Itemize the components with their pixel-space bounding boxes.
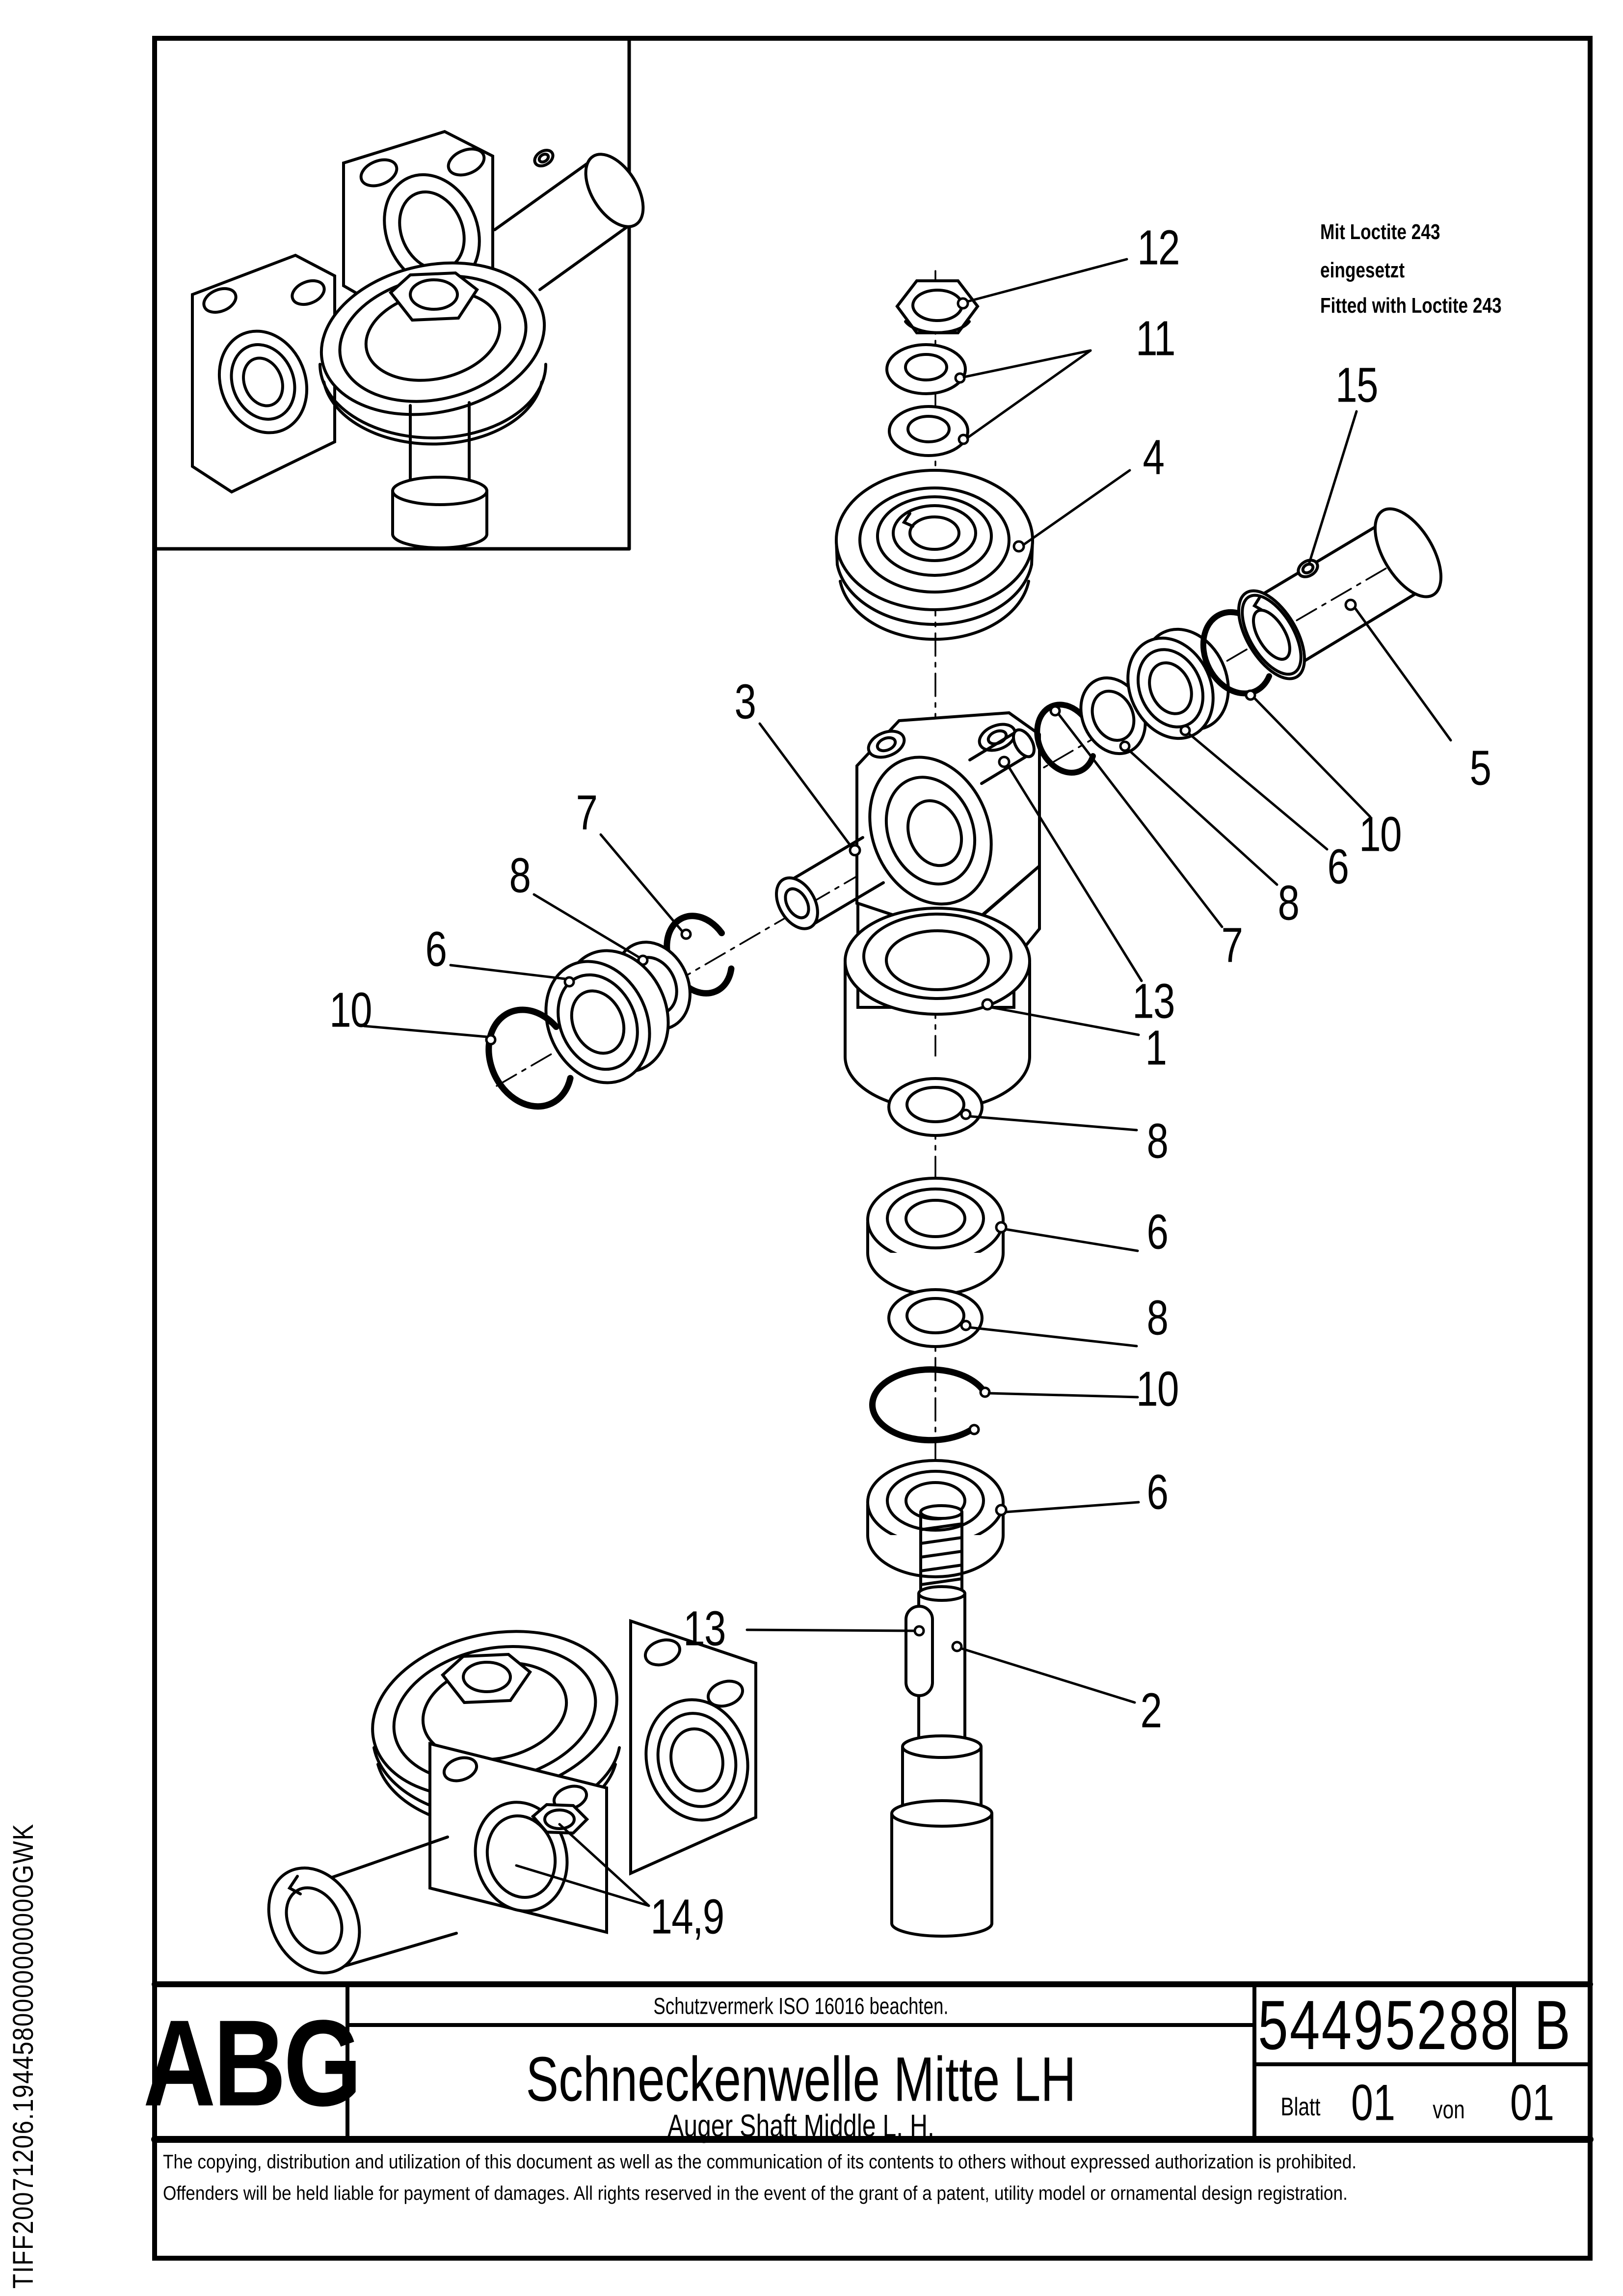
assembled-view-top bbox=[192, 132, 655, 548]
callout-label: 4 bbox=[1143, 430, 1164, 485]
loctite-note bbox=[1320, 220, 1547, 318]
part-coupling-5 bbox=[1225, 498, 1455, 690]
part-bearing-6a bbox=[868, 1178, 1006, 1295]
loctite-note-line3: Fitted with Loctite 243 bbox=[1320, 294, 1502, 318]
callout-label: 2 bbox=[1140, 1683, 1162, 1738]
callout-label: 12 bbox=[1137, 220, 1179, 275]
callout-label: 8 bbox=[1277, 875, 1299, 931]
callout-label: 8 bbox=[1146, 1113, 1168, 1169]
protection-note: Schutzvermerk ISO 16016 beachten. bbox=[653, 1993, 949, 2019]
abg-logo: ABG bbox=[143, 1994, 360, 2132]
part-key-13 bbox=[906, 1606, 932, 1696]
callout-label: 6 bbox=[1146, 1464, 1168, 1520]
callout-label: 13 bbox=[683, 1601, 725, 1656]
callout-label: 15 bbox=[1335, 357, 1378, 413]
revision-letter: B bbox=[1534, 1986, 1570, 2064]
loctite-note-line1: Mit Loctite 243 bbox=[1320, 220, 1440, 244]
legal-notice: The copying, distribution and utilization of this document as well as the communication of its contents to others without expressed authorization is prohibited. Offenders will be held liable for payment of damages. All rights reserved in the event of the grant of a patent, utility model or ornamental design registration. bbox=[163, 2151, 1357, 2204]
part-ring-8b bbox=[889, 1290, 982, 1347]
part-washer-11a bbox=[887, 345, 965, 394]
callout-label: 1 bbox=[1145, 1020, 1167, 1076]
callout-label: 6 bbox=[1327, 839, 1349, 894]
callout-label: 7 bbox=[576, 785, 597, 840]
drawing-number: 54495288 bbox=[1258, 1986, 1512, 2064]
part-circlip-10b bbox=[873, 1370, 989, 1440]
margin-file-code: TIFF20071206.1944580000000000GWK bbox=[7, 1823, 39, 2289]
sheet-total: 01 bbox=[1510, 2074, 1555, 2132]
part-nut-12 bbox=[897, 281, 978, 333]
part-ring-8a bbox=[889, 1079, 982, 1135]
callout-label: 10 bbox=[1136, 1361, 1178, 1417]
sheet-label: Blatt bbox=[1280, 2093, 1321, 2121]
loctite-note-line2: eingesetzt bbox=[1320, 258, 1405, 282]
callout-label: 6 bbox=[1146, 1204, 1168, 1260]
callout-label: 3 bbox=[734, 674, 756, 729]
callout-label: 10 bbox=[329, 982, 372, 1038]
title-english: Auger Shaft Middle L. H. bbox=[667, 2108, 934, 2143]
callout-label: 5 bbox=[1469, 740, 1491, 796]
part-pulley-4 bbox=[836, 470, 1033, 639]
callout-label: 7 bbox=[1221, 918, 1243, 973]
callout-label: 8 bbox=[509, 848, 531, 903]
title-german: Schneckenwelle Mitte LH bbox=[526, 2044, 1076, 2115]
callout-label: 13 bbox=[1132, 973, 1174, 1029]
callout-label: 11 bbox=[1136, 311, 1175, 366]
sheet-of-label: von bbox=[1433, 2096, 1465, 2124]
sheet-number: 01 bbox=[1351, 2074, 1396, 2132]
callout-label: 14,9 bbox=[650, 1889, 724, 1945]
callout-label: 6 bbox=[425, 921, 447, 977]
callout-label: 10 bbox=[1359, 807, 1401, 862]
part-washer-11b bbox=[889, 406, 968, 456]
callout-label: 8 bbox=[1146, 1290, 1168, 1346]
